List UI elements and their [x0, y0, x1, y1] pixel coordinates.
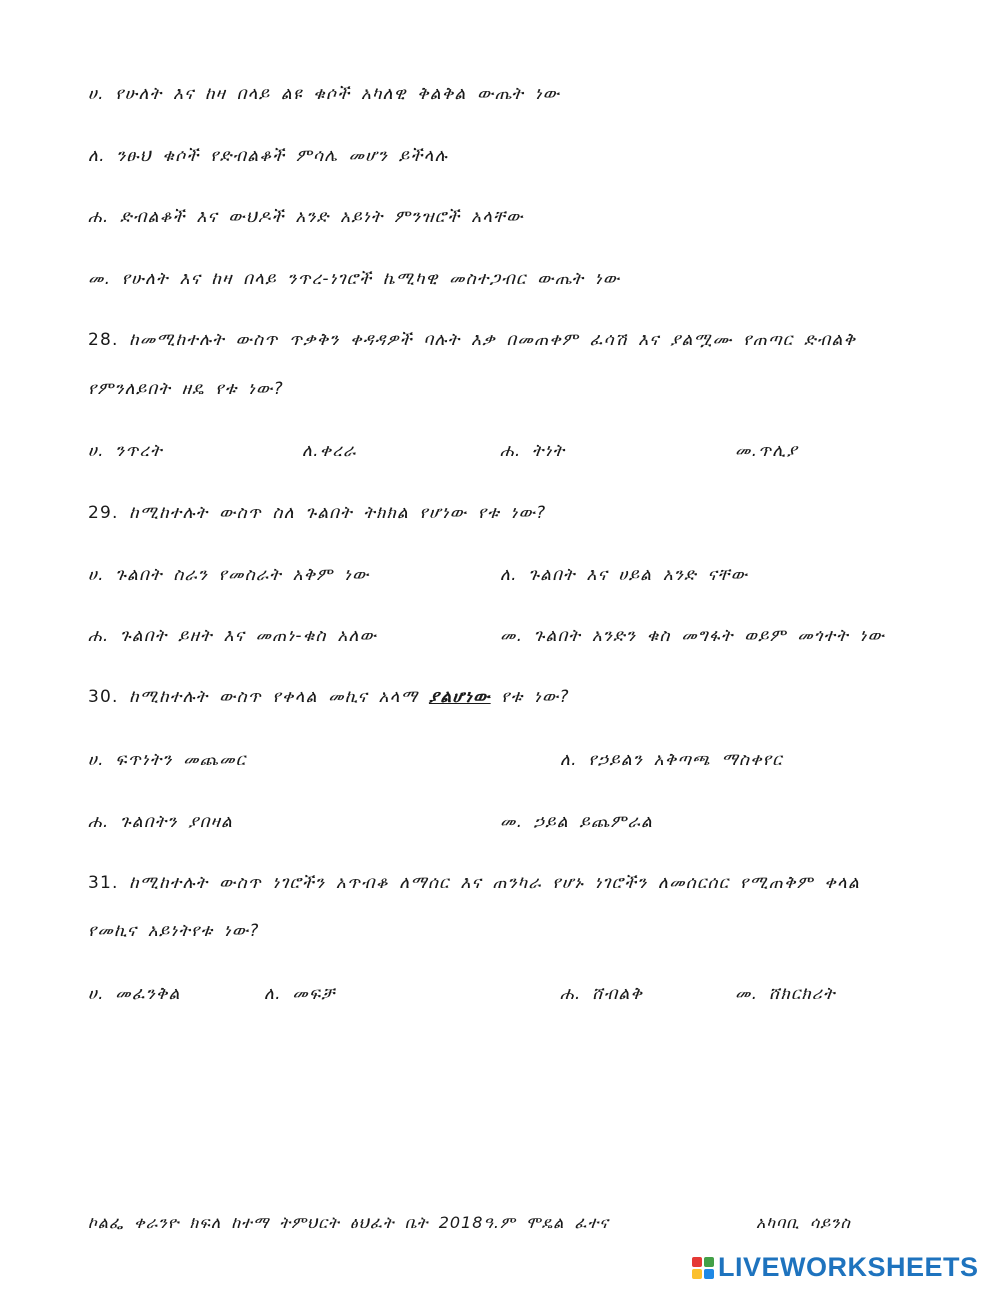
q30-question [88, 687, 570, 707]
q27-option-d: መ. የሁለት እና ከዛ በላይ ንጥረ-ነገሮች ኬሚካዊ መስተጋብር ውጤት ነው [88, 269, 621, 289]
liveworksheets-wordmark: LIVEWORKSHEETS [718, 1252, 979, 1282]
q29-question [88, 503, 546, 523]
q29-number: 29. [88, 503, 119, 523]
q28-text-line2: የምንለይበት ዘዴ የቱ ነው? [88, 379, 284, 399]
q30-text-underlined: ያልሆነው [428, 687, 491, 707]
q31-text-line1: ከሚከተሉት ውስጥ ነገሮችን አጥብቆ ለማሰር እና ጠንካራ የሆኑ ነገሮችን ለመሰርሰር የሚጠቅም ቀላል [129, 873, 861, 893]
liveworksheets-icon [692, 1257, 714, 1279]
q30-text-after: የቱ ነው? [501, 687, 570, 707]
logo-square-yellow [692, 1269, 702, 1279]
q30-option-c: ሐ. ጉልበትን ያበዛል [88, 812, 234, 832]
q28-number: 28. [88, 330, 119, 350]
liveworksheets-logo [692, 1252, 979, 1283]
q30-option-d: መ. ኃይል ይጨምራል [500, 812, 654, 832]
q31-option-c: ሐ. ሸብልቅ [560, 984, 644, 1004]
footer-school-exam: ኮልፌ ቀራንዮ ክፍለ ከተማ ትምህርት ፅህፈት ቤት 2018ዓ.ም ሞዴል ፈተና [88, 1213, 609, 1232]
q29-option-d: መ. ጉልበት አንድን ቁስ መግፋት ወይም መጎተት ነው [500, 626, 886, 646]
q28-text-line1: ከመሚከተሉት ውስጥ ጥቃቅን ቀዳዳዎች ባሉት እቃ በመጠቀም ፈሳሽ እና ያልሟሙ የጠጣር ድብልቅ [129, 330, 857, 350]
q27-option-a: ሀ. የሁለት እና ከዛ በላይ ልዩ ቁሶች አካለዊ ቅልቅል ውጤት ነው [88, 84, 561, 104]
q31-text-line2: የመኪና አይነትየቱ ነው? [88, 921, 260, 941]
q28-option-a: ሀ. ንጥረት [88, 441, 163, 461]
q28-option-b: ለ.ቀረራ [302, 441, 357, 461]
q28-question [88, 330, 856, 350]
q30-text-before: ከሚከተሉት ውስጥ የቀላል መኪና አላማ [129, 687, 419, 707]
q28-option-d: መ.ጥሊያ [735, 441, 799, 461]
q31-option-d: መ. ሸክርክሪት [735, 984, 836, 1004]
q27-option-c: ሐ. ድብልቆች እና ውህዶች አንድ አይነት ምንዝሮች አላቸው [88, 207, 524, 227]
logo-square-blue [704, 1269, 714, 1279]
q29-text: ከሚከተሉት ውስጥ ስለ ጉልበት ትክክል የሆነው የቱ ነው? [129, 503, 547, 523]
q29-option-a: ሀ. ጉልበት ስራን የመስራት አቅም ነው [88, 565, 370, 585]
q29-option-c: ሐ. ጉልበት ይዘት እና መጠነ-ቁስ አለው [88, 626, 378, 646]
q29-option-b: ለ. ጉልበት እና ሀይል አንድ ናቸው [500, 565, 749, 585]
q31-option-a: ሀ. መፈንቅል [88, 984, 181, 1004]
q27-option-b: ለ. ንፁህ ቁሶች የድብልቆች ምሳሌ መሆን ይችላሉ [88, 146, 449, 166]
footer-subject: አካባቢ ሳይንስ [756, 1213, 851, 1232]
q28-option-c: ሐ. ትነት [500, 441, 566, 461]
q30-option-b: ለ. የኃይልን አቅጣጫ ማስቀየር [560, 750, 783, 770]
logo-square-green [704, 1257, 714, 1267]
q31-question [88, 873, 860, 893]
q31-option-b: ለ. መፍቻ [264, 984, 336, 1004]
logo-square-red [692, 1257, 702, 1267]
q30-number: 30. [88, 687, 119, 707]
q31-number: 31. [88, 873, 119, 893]
q30-option-a: ሀ. ፍጥነትን መጨመር [88, 750, 247, 770]
